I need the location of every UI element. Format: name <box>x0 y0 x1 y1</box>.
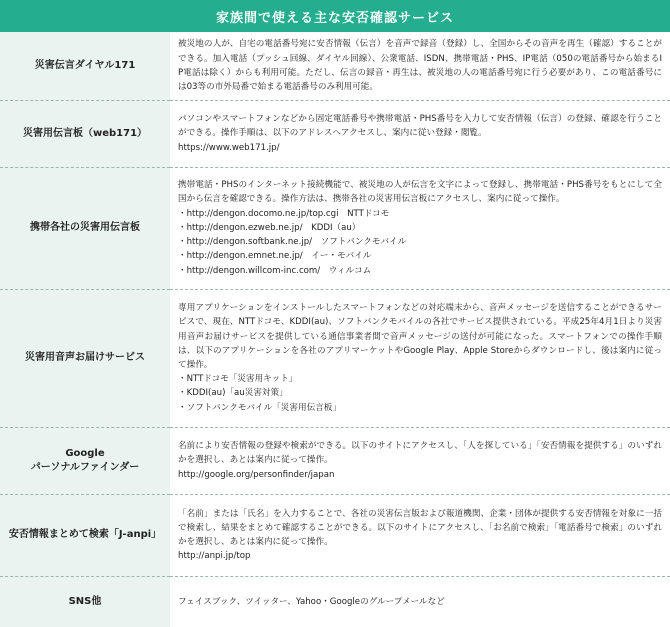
service-description <box>170 100 670 167</box>
service-description <box>170 427 670 494</box>
service-name: 携帯各社の災害用伝言板 <box>0 167 170 289</box>
description-line: 被災地の人が、自宅の電話番号宛に安否情報（伝言）を音声で録音（登録）し、全国からその音声を再生（確認）することができる。加入電話（プッシュ回線、ダイヤル回線）、公衆電話、ISDN、携帯電話・PHS、IP電話（050の電話番号から始まるIP電話は除く）からも利用可能。ただし、伝言の録音・再生は、被災地の人の電話番号宛に行う必要があり、この電話番号には03等の市外局番で始まる電話番号のみ利用可能。 <box>178 39 662 92</box>
table-row <box>0 494 670 576</box>
table-row <box>0 167 670 289</box>
table-row <box>0 289 670 427</box>
service-description <box>170 167 670 289</box>
description-line: ・http://dengon.willcom-inc.com/ ウィルコム <box>178 265 372 276</box>
description-line: http://anpi.jp/top <box>178 551 251 562</box>
description-line: ・http://dengon.softbank.ne.jp/ ソフトバンクモバイル <box>178 237 407 248</box>
description-line: 携帯電話・PHSのインターネット接続機能で、被災地の人が伝言を文字によって登録し、携帯電話・PHS番号をもとにして全国から伝言を確認できる。操作方法は、携帯各社の災害用伝言板にアクセスし、案内に従って操作。 <box>178 180 662 205</box>
description-line: http://google.org/personfinder/japan <box>178 469 335 480</box>
description-line: 名前により安否情報の登録や検索ができる。以下のサイトにアクセスし、「人を探している」「安否情報を提供する」のいずれかを選択し、あとは案内に従って操作。 <box>178 441 662 466</box>
table-row <box>0 100 670 167</box>
service-name: 災害伝言ダイヤル171 <box>0 32 170 100</box>
service-name: 災害用伝言板（web171） <box>0 100 170 167</box>
description-line: フェイスブック、ツイッター、Yahoo・Googleのグループメールなど <box>178 596 445 607</box>
service-description <box>170 289 670 427</box>
table-title: 家族間で使える主な安否確認サービス <box>0 0 670 32</box>
table-row <box>0 427 670 494</box>
service-name: SNS他 <box>0 576 170 627</box>
services-table <box>0 32 670 627</box>
description-line: ・http://dengon.emnet.ne.jp/ イー・モバイル <box>178 251 372 262</box>
service-name: Google パーソナルファインダー <box>0 427 170 494</box>
description-line: ・http://dengon.docomo.ne.jp/top.cgi NTTドコモ <box>178 208 390 219</box>
description-line: 専用アプリケーションをインストールしたスマートフォンなどの対応端末から、音声メッセージを送信することができるサービスで、現在、NTTドコモ、KDDI(au)、ソフトバンクモバイルの各社でサービス提供されている。平成25年4月1日より災害用音声お届けサービスを提供している通信事業者間で音声メッセージの送付が可能になった。スマートフォンでの操作手順は、以下のアプリケーションを各社のアプリマーケットやGoogle Play、Apple Storeからダウンロードし、後は案内に従って操作。 <box>178 303 662 370</box>
description-line: 「名前」または「氏名」を入力することで、各社の災害伝言版および報道機関、企業・団体が提供する安否情報を対象に一括で検索し、結果をまとめて確認することができる。以下のサイトにアクセスし、「お名前で検索」「電話番号で検索」のいずれかを選択し、あとは案内に従って操作。 <box>178 508 662 547</box>
description-line: パソコンやスマートフォンなどから固定電話番号や携帯電話・PHS番号を入力して安否情報（伝言）の登録、確認を行うことができる。操作手順は、以下のアドレスへアクセスし、案内に従い登録・閲覧。 <box>178 114 662 139</box>
service-description <box>170 32 670 100</box>
service-description <box>170 576 670 627</box>
description-line: https://www.web171.jp/ <box>178 142 280 153</box>
description-line: ・ソフトバンクモバイル「災害用伝言板」 <box>178 402 341 413</box>
service-name: 災害用音声お届けサービス <box>0 289 170 427</box>
service-description <box>170 494 670 576</box>
table-row <box>0 32 670 100</box>
service-name: 安否情報まとめて検索「J-anpi」 <box>0 494 170 576</box>
description-line: ・KDDI(au)「au災害対策」 <box>178 388 288 399</box>
description-line: ・NTTドコモ「災害用キット」 <box>178 374 298 385</box>
table-row <box>0 576 670 627</box>
description-line: ・http://dengon.ezweb.ne.jp/ KDDI（au） <box>178 222 361 233</box>
